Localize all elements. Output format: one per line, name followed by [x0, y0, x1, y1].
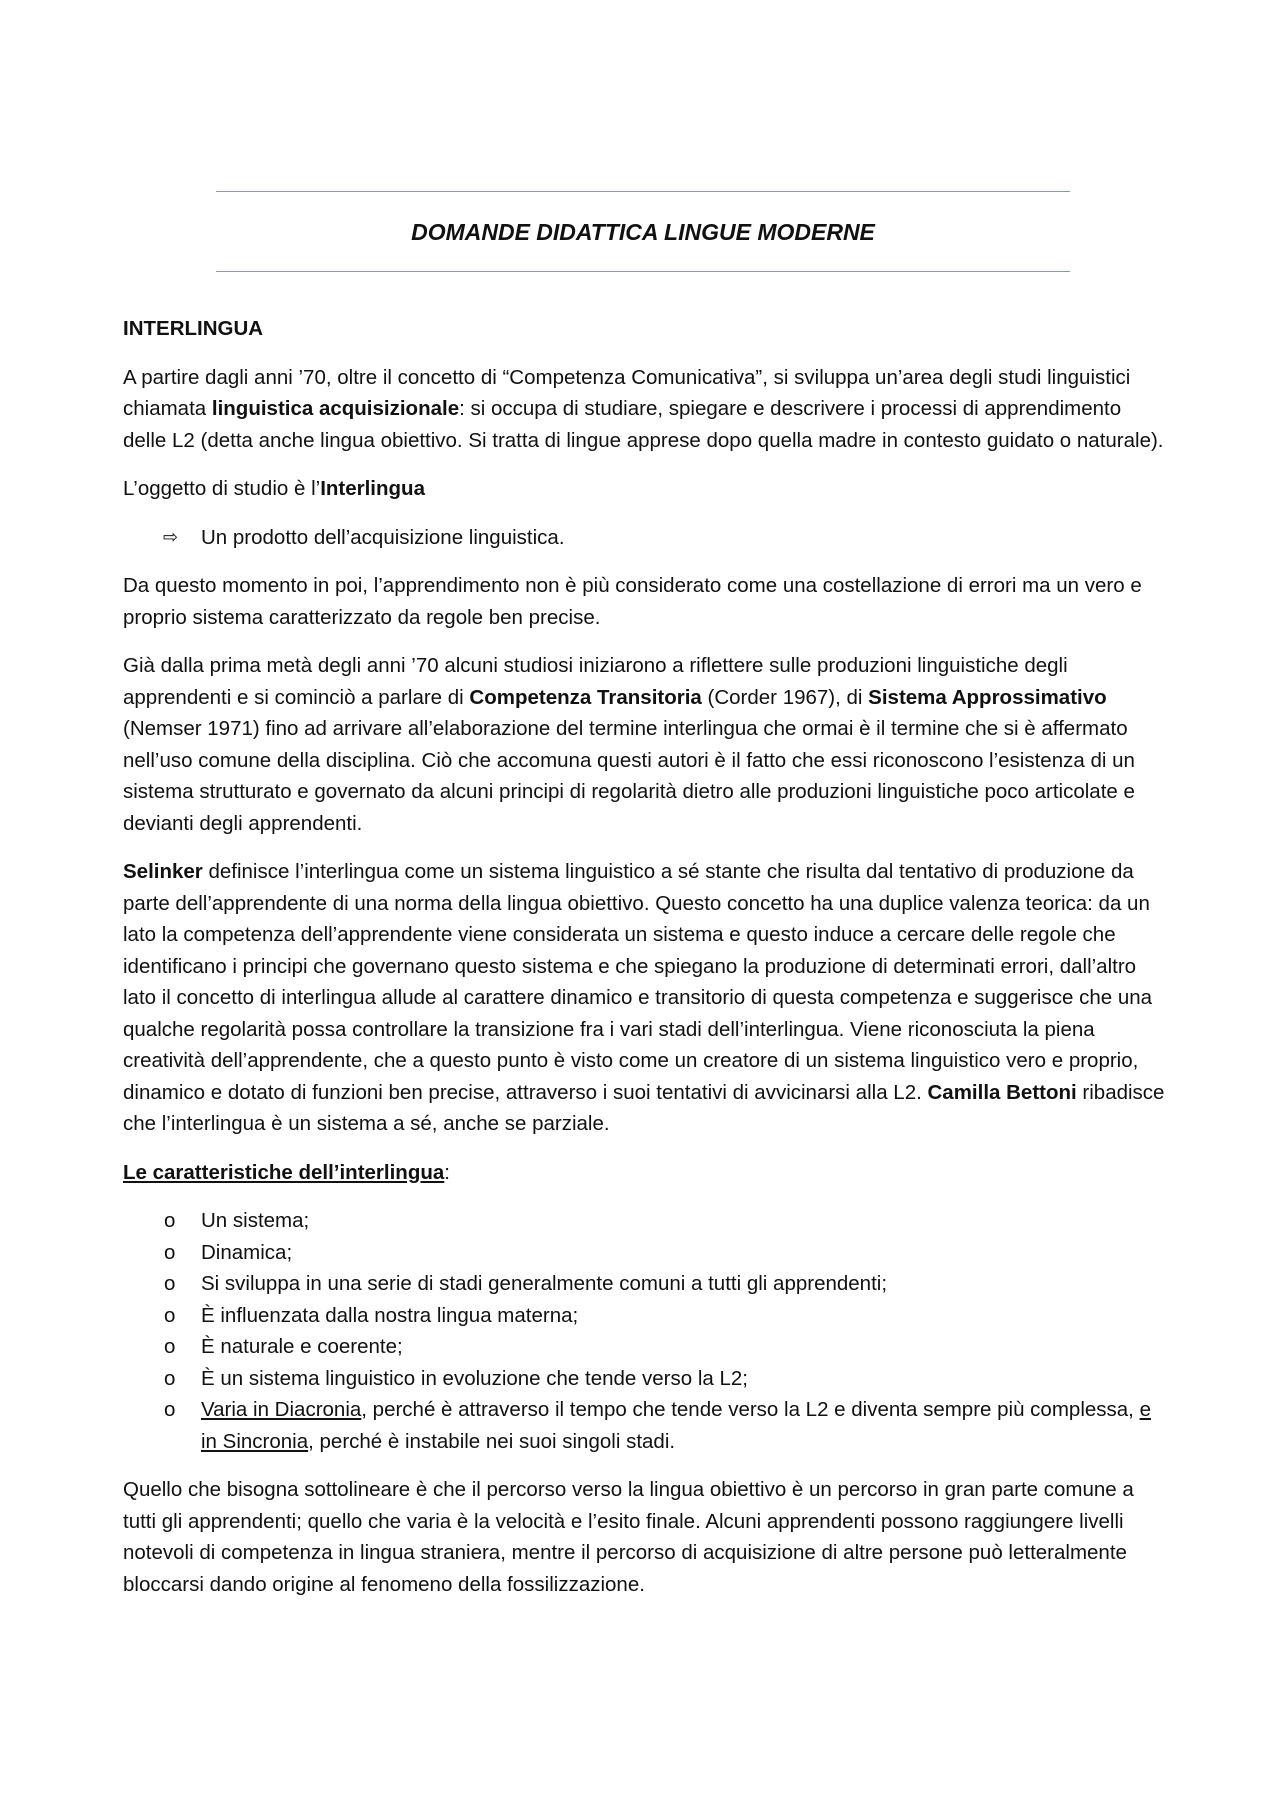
characteristics-list	[123, 1205, 1168, 1457]
document-title: DOMANDE DIDATTICA LINGUE MODERNE	[411, 219, 875, 245]
list-item-text: È un sistema linguistico in evoluzione che tende verso la L2;	[201, 1366, 748, 1390]
title-top-rule	[216, 191, 1070, 192]
list-item-text: Si sviluppa in una serie di stadi generalmente comuni a tutti gli apprendenti;	[201, 1272, 888, 1295]
arrow-item-text: Un prodotto dell’acquisizione linguistica.	[201, 525, 565, 549]
text-run: definisce l’interlingua come un sistema linguistico a sé stante che risulta dal tentativo di produzione da parte dell’apprendente di una norma della lingua obiettivo. Questo concetto ha una duplice valenza teorica: da un lato la competenza dell’apprendente viene considerata un sistema e questo induce a cercare delle regole che identificano i principi che governano questo sistema e che spiegano la produzione di determinati errori, dall’altro lato il concetto di interlingua allude al carattere dinamico e transitorio di questa competenza e suggerisce che una qualche regolarità possa controllare la transizione fra i vari stadi dell’interlingua. Viene riconosciuta la piena creatività dell’apprendente, che a questo punto è visto come un creatore di un sistema linguistico vero e proprio, dinamico e dotato di funzioni ben precise, attraverso i suoi tentativi di avvicinarsi alla L2.	[123, 860, 1153, 1104]
list-item	[123, 1363, 1168, 1395]
arrow-right-icon: ⇨	[163, 526, 179, 547]
text-run: , perché è instabile nei suoi singoli stadi.	[308, 1429, 676, 1453]
text-run: : si occupa di studiare, spiegare e descrivere i processi di apprendimento delle L2 (detta anche lingua obiettivo. Si tratta di lingue apprese dopo quella madre in contesto guidato o naturale).	[123, 397, 1164, 452]
list-item-text: Dinamica;	[201, 1240, 293, 1264]
underlined-term: Varia in Diacronia	[201, 1398, 362, 1421]
arrow-list-item	[123, 522, 1168, 554]
bullet-icon: o	[164, 1398, 176, 1421]
paragraph-conclusion: Quello che bisogna sottolineare è che il percorso verso la lingua obiettivo è un percorso in gran parte comune a tutti gli apprendenti; quello che varia è la velocità e l’esito finale. Alcuni apprendenti possono raggiungere livelli notevoli di competenza in lingua straniera, mentre il percorso di acquisizione di altre persone può letteralmente bloccarsi dando origine al fenomeno della fossilizzazione.	[123, 1478, 1134, 1596]
list-item	[123, 1394, 1168, 1457]
title-bottom-rule	[216, 271, 1070, 272]
underlined-heading: Le caratteristiche dell’interlingua	[123, 1160, 445, 1184]
bold-term: Competenza Transitoria	[469, 685, 702, 709]
list-item-text: È naturale e coerente;	[201, 1335, 403, 1358]
document-body	[123, 313, 1168, 1617]
section-heading: INTERLINGUA	[123, 317, 264, 340]
list-item	[123, 1237, 1168, 1269]
text-run: , perché è attraverso il tempo che tende verso la L2 e diventa sempre più complessa,	[361, 1398, 1140, 1421]
list-item-text: Un sistema;	[201, 1209, 310, 1232]
text-run: A partire dagli anni ’70, oltre il concetto di “Competenza Comunicativa”, si sviluppa un’area degli studi linguistici chiamata	[123, 365, 1131, 420]
text-run: Già dalla prima metà degli anni ’70 alcuni studiosi iniziarono a riflettere sulle produzioni linguistiche degli apprendenti e si cominciò a parlare di	[123, 654, 1068, 709]
text-run: (Nemser 1971) fino ad arrivare all’elaborazione del termine interlingua che ormai è il termine che si è affermato nell’uso comune della disciplina. Ciò che accomuna questi autori è il fatto che essi riconoscono l’esistenza di un sistema strutturato e governato da alcuni principi di regolarità dietro alle produzioni linguistiche poco articolate e devianti degli apprendenti.	[123, 717, 1135, 835]
paragraph-intro	[123, 362, 1168, 457]
list-item-text: È influenzata dalla nostra lingua materna;	[201, 1303, 579, 1327]
paragraph-object	[123, 473, 1168, 505]
bullet-icon: o	[164, 1209, 176, 1232]
list-item	[123, 1300, 1168, 1332]
underlined-term: e in Sincronia	[201, 1398, 1151, 1453]
text-run: (Corder 1967), di	[701, 685, 869, 709]
bullet-icon: o	[164, 1303, 176, 1327]
bold-term: Interlingua	[320, 477, 425, 500]
bold-term: linguistica acquisizionale	[211, 397, 460, 420]
text-run: ribadisce che l’interlingua è un sistema a sé, anche se parziale.	[123, 1080, 1165, 1135]
list-item	[123, 1331, 1168, 1363]
text-run: L’oggetto di studio è l’	[123, 477, 321, 500]
paragraph-history	[123, 650, 1168, 839]
bullet-icon: o	[164, 1272, 176, 1295]
list-item	[123, 1268, 1168, 1300]
list-heading	[123, 1157, 1168, 1189]
bullet-icon: o	[164, 1366, 176, 1390]
text-run: :	[444, 1160, 450, 1184]
bullet-icon: o	[164, 1240, 176, 1264]
paragraph-learning: Da questo momento in poi, l’apprendimento non è più considerato come una costellazione di errori ma un vero e proprio sistema caratterizzato da regole ben precise.	[123, 574, 1142, 629]
bullet-icon: o	[164, 1335, 176, 1358]
bold-term: Camilla Bettoni	[927, 1080, 1077, 1104]
bold-term: Selinker	[123, 860, 203, 883]
list-item	[123, 1205, 1168, 1237]
paragraph-selinker	[123, 856, 1168, 1140]
title-block	[216, 191, 1070, 272]
bold-term: Sistema Approssimativo	[868, 685, 1107, 709]
